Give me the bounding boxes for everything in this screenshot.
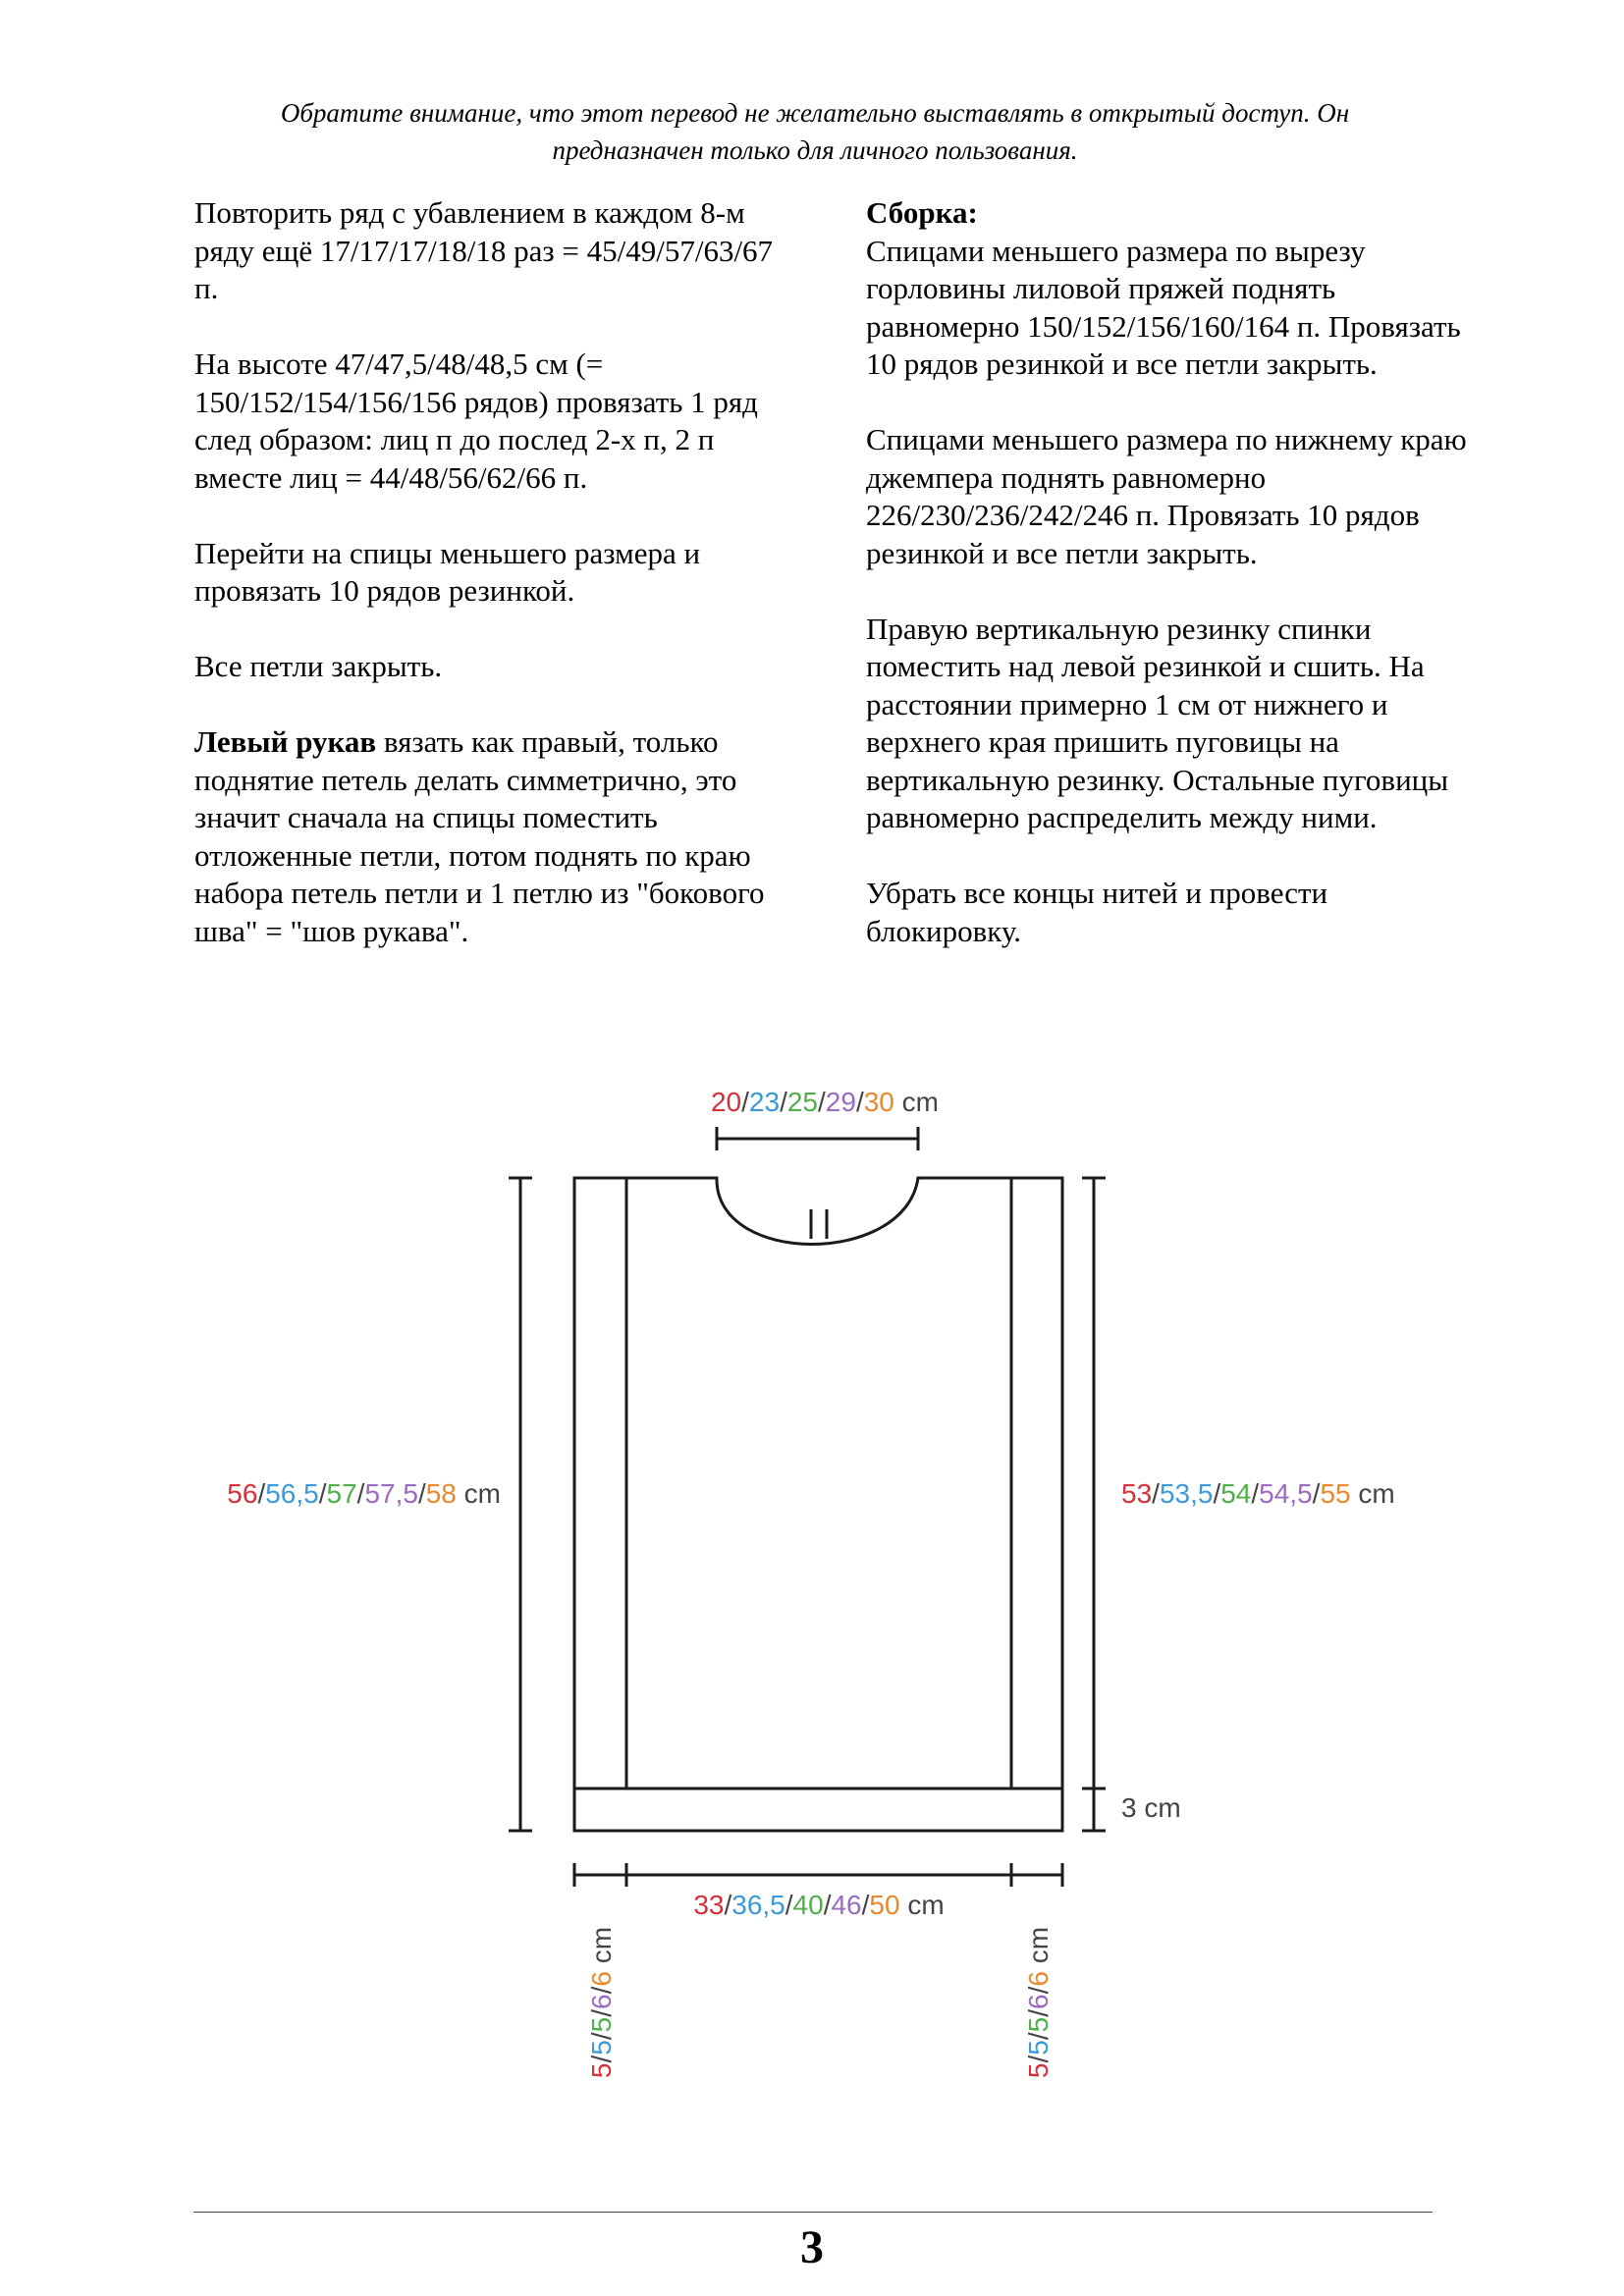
band_left-value-2: 5 [586,2016,617,2033]
garment-outline [574,1178,1062,1831]
neck-width-label: 20/23/25/29/30 cm [710,1087,940,1117]
neck_width-value-3: 29 [825,1087,856,1117]
left_height-value-0: 56 [227,1478,258,1509]
paragraph-buttons: Правую вертикальную резинку спинки поместить над левой резинкой и сшить. На расстоянии примерно 1 см от нижнего и верхнего края пришить пуговицы на вертикальную резинку. Остальные пуговицы равномерно распределить между ними. [866,611,1449,834]
paragraph-ribbing: Перейти на спицы меньшего размера и провязать 10 рядов резинкой. [194,535,701,608]
paragraph-neckline: Спицами меньшего размера по вырезу горловины лиловой пряжей поднять равномерно 150/152/156/160/164 п. Провязать 10 рядов резинкой и все петли закрыть. [866,233,1461,381]
neck_width-value-2: 25 [786,1087,819,1117]
band_right-value-0: 5 [1023,2062,1054,2079]
left_height-unit: cm [456,1478,501,1509]
right-height-label: 53/53,5/54/54,5/55 cm [1121,1478,1395,1509]
body_width-unit: cm [899,1890,945,1920]
body_width-value-1: 36,5 [731,1890,785,1920]
page-number: 3 [800,2221,824,2273]
band_left-value-0: 5 [586,2062,617,2079]
left_height-value-2: 57 [326,1478,357,1509]
left_height-value-3: 57,5 [364,1478,418,1509]
right_height-value-3: 54,5 [1259,1478,1313,1509]
band_left-value-1: 5 [586,2040,617,2056]
band_left-unit: cm [586,1926,617,1972]
body_width-value-4: 50 [869,1890,900,1920]
left-height-label: 56/56,5/57/57,5/58 cm [227,1478,501,1509]
band_right-value-1: 5 [1023,2040,1054,2056]
body-width-label: 33/36,5/40/46/50 cm [693,1890,945,1920]
paragraph-decrease-repeat: Повторить ряд с убавлением в каждом 8-м ряду ещё 17/17/17/18/18 раз = 45/49/57/63/67 п. [194,195,774,305]
notice-line-2: предназначен только для личного пользования. [552,135,1078,165]
right_height-unit: cm [1350,1478,1395,1509]
left-sleeve-text: вязать как правый, только поднятие петель делать симметрично, это значит сначала на спицы поместить отложенные петли, потом поднять по краю набора петель петли и 1 петлю из "бокового шва" = "шов рукава". [194,724,765,948]
body_width-value-0: 33 [693,1890,725,1920]
paragraph-finishing: Убрать все концы нитей и провести блокировку. [866,876,1328,948]
paragraph-bottom-edge: Спицами меньшего размера по нижнему краю джемпера поднять равномерно 226/230/236/242/246 п. Провязать 10 рядов резинкой и все петли закрыть. [866,422,1467,570]
notice-line-1: Обратите внимание, что этот перевод не желательно выставлять в открытый доступ. Он [280,98,1350,128]
neck_width-value-4: 30 [863,1087,894,1117]
band_right-value-3: 6 [1023,1994,1054,2009]
left_height-value-4: 58 [425,1478,457,1509]
right_height-value-0: 53 [1121,1478,1153,1509]
rib-height-label: 3 cm [1121,1792,1181,1823]
band_right-value-4: 6 [1023,1971,1054,1987]
band_left-value-3: 6 [586,1994,617,2009]
neck_width-unit: cm [893,1087,940,1117]
left-band-label: 5/5/5/6/6 cm [586,1926,617,2079]
band_left-value-4: 6 [586,1971,617,1987]
neck_width-value-1: 23 [748,1087,781,1117]
footer-divider [193,2212,1433,2213]
band_right-value-2: 5 [1023,2016,1054,2033]
paragraph-bind-off: Все петли закрыть. [194,649,443,683]
right_height-value-1: 53,5 [1159,1478,1214,1509]
right_height-value-4: 55 [1320,1478,1351,1509]
body_width-value-3: 46 [831,1890,862,1920]
neck_width-value-0: 20 [710,1087,742,1117]
body_width-value-2: 40 [792,1890,824,1920]
assembly-heading: Сборка: [866,195,978,230]
right_height-value-2: 54 [1220,1478,1252,1509]
band_right-unit: cm [1023,1926,1054,1972]
left_height-value-1: 56,5 [265,1478,319,1509]
right-band-label: 5/5/5/6/6 cm [1023,1926,1054,2079]
paragraph-height-row: На высоте 47/47,5/48/48,5 см (= 150/152/154/156/156 рядов) провязать 1 ряд след образом: лиц п до послед 2-х п, 2 п вместе лиц = 44/48/56/62/66 п. [194,347,758,495]
left-sleeve-heading: Левый рукав [194,724,377,759]
